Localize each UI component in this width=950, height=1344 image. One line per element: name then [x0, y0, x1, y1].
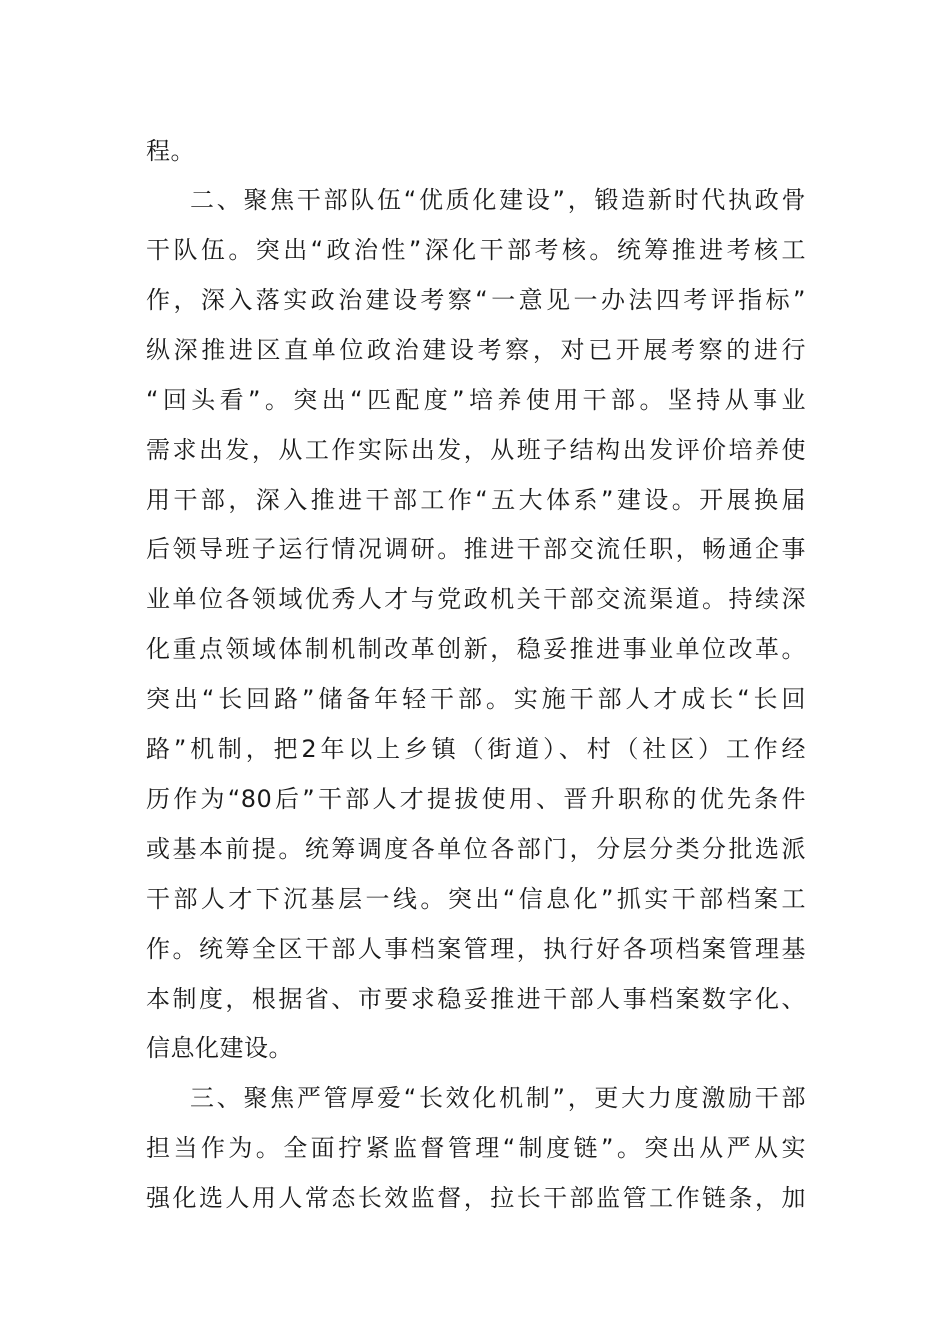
text-line: 或基本前提。统筹调度各单位各部门，分层分类分批选派 [146, 835, 806, 863]
text-line: 程。 [146, 137, 195, 165]
section-heading-line: 三、聚焦严管厚爱“长效化机制”，更大力度激励干部 [190, 1084, 806, 1112]
text-line: 作，深入落实政治建设考察“一意见一办法四考评指标” [146, 286, 806, 314]
text-line: 干队伍。突出“政治性”深化干部考核。统筹推进考核工 [146, 236, 806, 264]
text-line: 本制度，根据省、市要求稳妥推进干部人事档案数字化、 [146, 985, 806, 1013]
text-line: 强化选人用人常态长效监督，拉长干部监管工作链条，加 [146, 1184, 806, 1212]
section-heading-line: 二、聚焦干部队伍“优质化建设”，锻造新时代执政骨 [190, 186, 806, 214]
text-line: 后领导班子运行情况调研。推进干部交流任职，畅通企事 [146, 535, 806, 563]
text-line: “回头看”。突出“匹配度”培养使用干部。坚持从事业 [146, 386, 806, 414]
text-line: 纵深推进区直单位政治建设考察，对已开展考察的进行 [146, 336, 806, 364]
text-line: 担当作为。全面拧紧监督管理“制度链”。突出从严从实 [146, 1134, 806, 1162]
text-line: 需求出发，从工作实际出发，从班子结构出发评价培养使 [146, 436, 806, 464]
text-line: 业单位各领域优秀人才与党政机关干部交流渠道。持续深 [146, 585, 806, 613]
text-line: 化重点领域体制机制改革创新，稳妥推进事业单位改革。 [146, 635, 806, 663]
text-line: 突出“长回路”储备年轻干部。实施干部人才成长“长回 [146, 685, 806, 713]
text-line: 历作为“80后”干部人才提拔使用、晋升职称的优先条件 [146, 785, 806, 813]
text-line: 用干部，深入推进干部工作“五大体系”建设。开展换届 [146, 486, 806, 514]
text-line: 作。统筹全区干部人事档案管理，执行好各项档案管理基 [146, 935, 806, 963]
text-line: 信息化建设。 [146, 1034, 293, 1062]
text-line: 干部人才下沉基层一线。突出“信息化”抓实干部档案工 [146, 885, 806, 913]
text-line: 路”机制，把2年以上乡镇（街道）、村（社区）工作经 [146, 735, 806, 763]
